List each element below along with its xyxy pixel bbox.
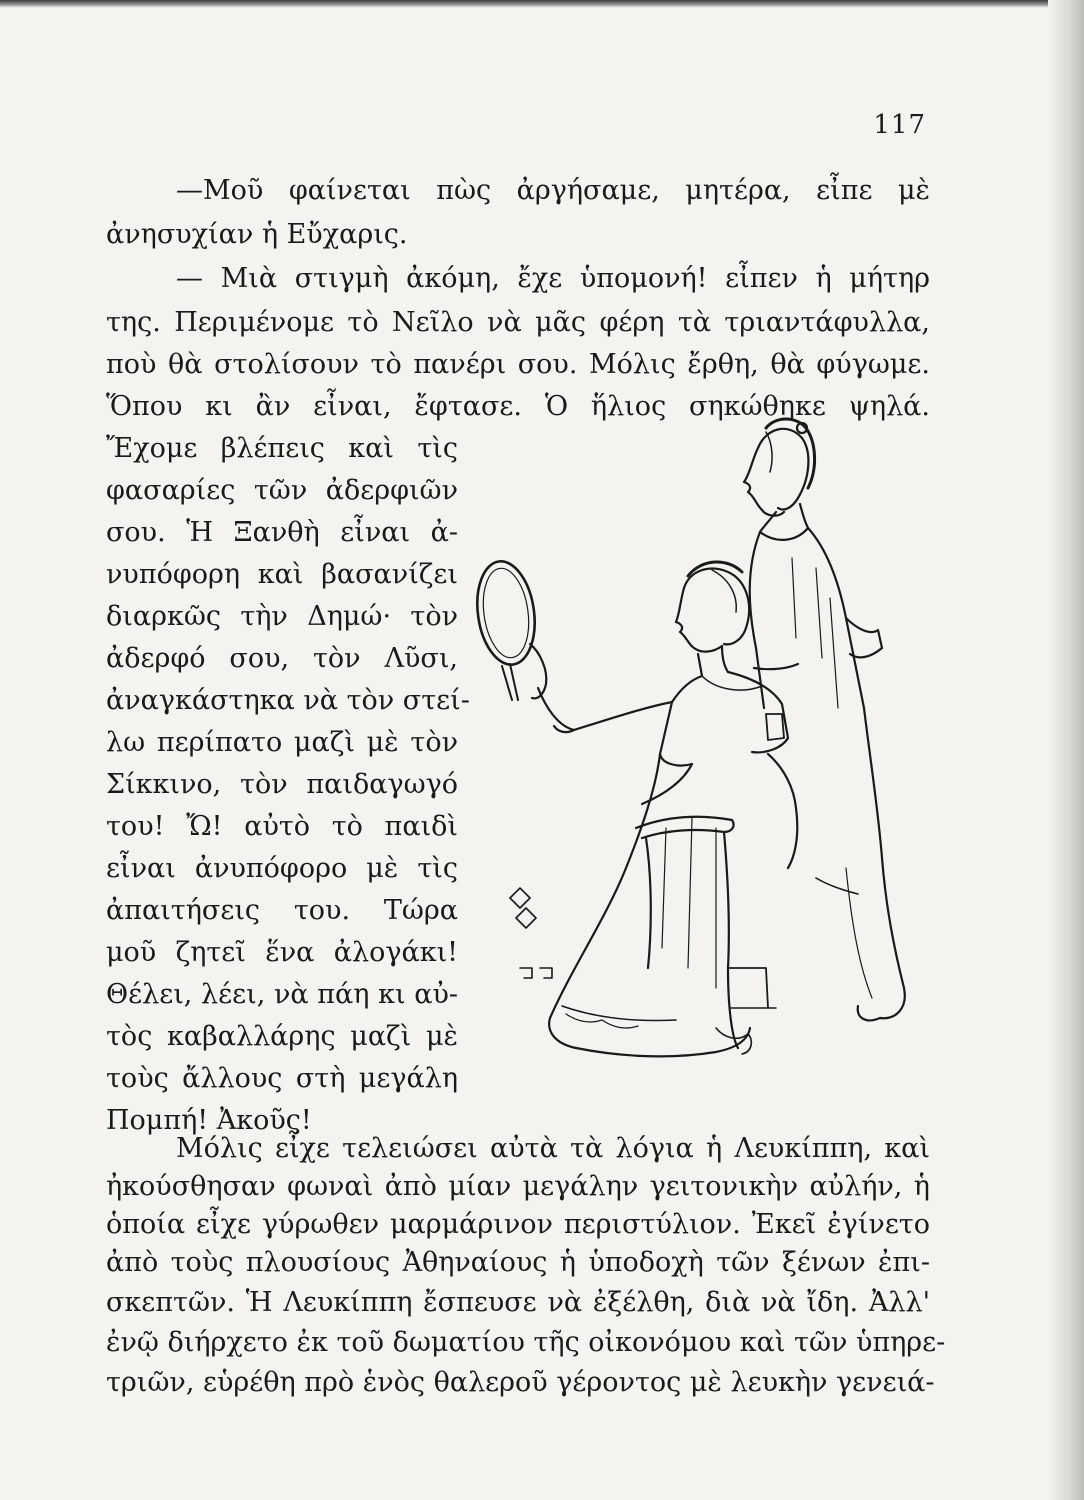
text-line: ἐνῷ διήρχετο ἐκ τοῦ δωματίου τῆς οἰκονόμου καὶ τῶν ὑπηρε- [106,1327,946,1358]
text-line: τὸς καβαλλάρης μαζὶ μὲ [106,1021,458,1052]
chair [636,817,776,1048]
text-line: σου. Ἡ Ξανθὴ εἶναι ἀ- [106,517,458,548]
text-line: σκεπτῶν. Ἡ Λευκίππη ἔσπευσε νὰ ἐξέλθη, διὰ νὰ ἴδη. Ἀλλ' [106,1287,930,1318]
text-line: νυπόφορη καὶ βασανίζει [106,559,458,590]
seated-woman-figure [538,562,797,1056]
scan-top-edge [0,0,1084,8]
text-line: Σίκκινο, τὸν παιδαγωγό [106,769,458,800]
text-line: — Μιὰ στιγμὴ ἀκόμη, ἔχε ὑπομονή! εἶπεν ἡ μήτηρ [176,263,930,294]
text-line: Πομπή! Ἀκοῦς! [106,1105,312,1136]
text-line: τριῶν, εὑρέθη πρὸ ἑνὸς θαλεροῦ γέροντος μὲ λευκὴν γενειά- [106,1367,935,1398]
greek-key-pattern [510,878,858,978]
text-line: Μόλις εἶχε τελειώσει αὐτὰ τὰ λόγια ἡ Λευκίππη, καὶ [176,1133,930,1164]
text-line: της. Περιμένομε τὸ Νεῖλο νὰ μᾶς φέρη τὰ τριαντάφυλλα, [106,307,930,338]
text-line: Θέλει, λέει, νὰ πάη κι αὐ- [106,979,458,1010]
text-line: ἀπὸ τοὺς πλουσίους Ἀθηναίους ἡ ὑποδοχὴ τῶν ξένων ἐπι- [106,1247,930,1278]
text-line: ἠκούσθησαν φωναὶ ἀπὸ μίαν μεγάλην γειτονικὴν αὐλήν, ἡ [106,1171,930,1202]
text-line: ἀνησυχίαν ἡ Εὔχαρις. [106,219,408,250]
text-line: φασαρίες τῶν ἀδερφιῶν [106,475,458,506]
standing-woman-figure [744,419,905,1020]
text-line: ὁποία εἶχε γύρωθεν μαρμάρινον περιστύλιον. Ἐκεῖ ἐγίνετο [106,1209,930,1240]
text-line: ἀναγκάστηκα νὰ τὸν στεί- [106,685,470,716]
text-line: Ὅπου κι ἂν εἶναι, ἔφτασε. Ὁ ἥλιος σηκώθηκε ψηλά. [106,391,930,422]
text-line: τοὺς ἄλλους στὴ μεγάλη [106,1063,458,1094]
page-number: 117 [873,110,926,140]
text-line: ἀδερφό σου, τὸν Λῦσι, [106,643,458,674]
text-line: εἶναι ἀνυπόφορο μὲ τὶς [106,853,458,884]
text-line: μοῦ ζητεῖ ἕνα ἀλογάκι! [106,937,458,968]
text-line: ἀπαιτήσεις του. Τώρα [106,895,458,926]
illustration-women-with-mirror [466,408,926,1093]
text-line: Ἔχομε βλέπεις καὶ τὶς [106,433,458,464]
text-line: λω περίπατο μαζὶ μὲ τὸν [106,727,458,758]
text-line: διαρκῶς τὴν Δημώ· τὸν [106,601,458,632]
text-line: του! Ὤ! αὐτὸ τὸ παιδὶ [106,811,458,842]
text-line: ποὺ θὰ στολίσουν τὸ πανέρι σου. Μόλις ἔρθη, θὰ φύγωμε. [106,349,930,380]
hand-mirror [471,558,546,700]
scan-page-curl [1048,0,1084,1500]
text-line: —Μοῦ φαίνεται πὼς ἀργήσαμε, μητέρα, εἶπε μὲ [176,175,930,206]
